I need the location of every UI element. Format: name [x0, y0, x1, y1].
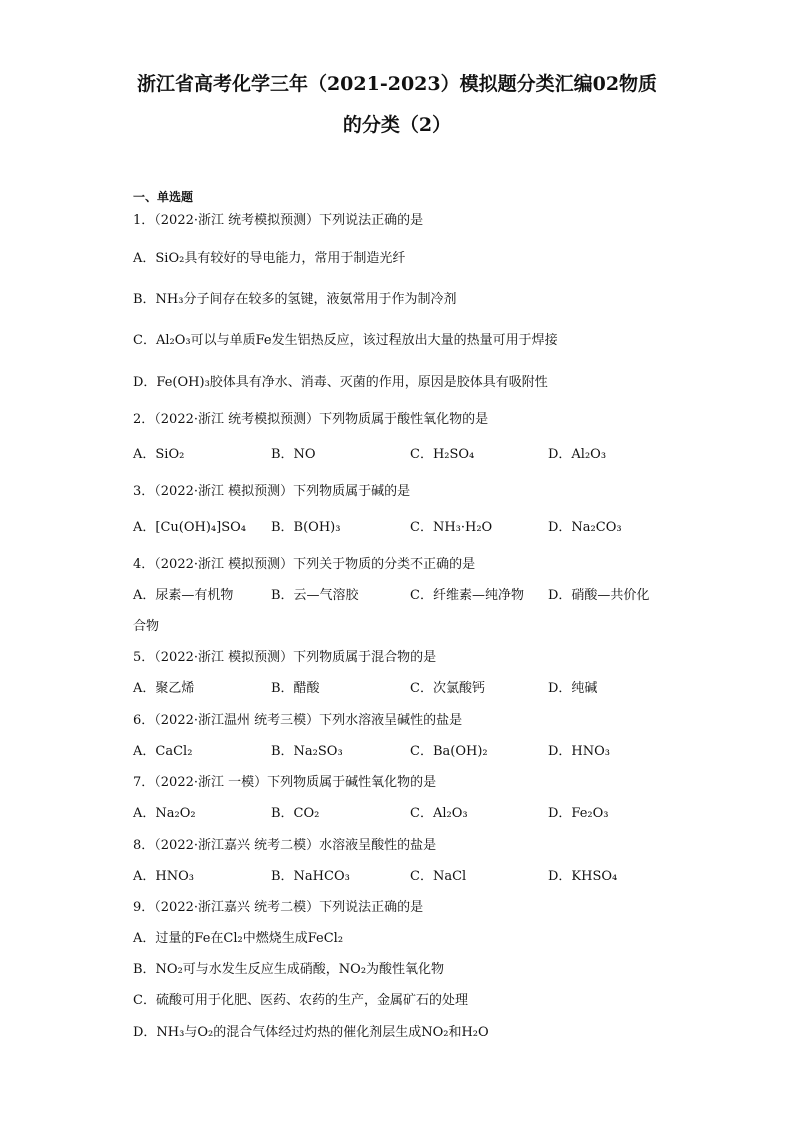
question-option: B．醋酸: [271, 681, 320, 696]
question-option: B．NO: [271, 447, 316, 462]
question-option: C．纤维素—纯净物: [410, 588, 524, 603]
options-row: [133, 744, 693, 760]
question-option: C．Al₂O₃可以与单质Fe发生铝热反应，该过程放出大量的热量可用于焊接: [133, 333, 558, 348]
question-option: B．NO₂可与水发生反应生成硝酸，NO₂为酸性氧化物: [133, 962, 445, 977]
question-option: A．尿素—有机物: [133, 588, 234, 603]
question-stem: 5．（2022·浙江 模拟预测）下列物质属于混合物的是: [133, 650, 437, 665]
question-stem: 6．（2022·浙江温州 统考三模）下列水溶液呈碱性的盐是: [133, 713, 463, 728]
question-stem: 7．（2022·浙江 一模）下列物质属于碱性氧化物的是: [133, 775, 437, 790]
doc-title-line1: 浙江省高考化学三年（2021-2023）模拟题分类汇编02物质: [136, 73, 658, 95]
options-row: [133, 588, 693, 604]
question-option: D．HNO₃: [548, 744, 611, 759]
options-row: [133, 520, 693, 536]
question-option: A．过量的Fe在Cl₂中燃烧生成FeCl₂: [133, 931, 344, 946]
question-option: A．HNO₃: [133, 869, 194, 884]
options-row: [133, 869, 693, 885]
question-option-wrap: 合物: [133, 619, 160, 634]
question-option: A．聚乙烯: [133, 681, 195, 696]
question-option: C．NH₃·H₂O: [410, 520, 493, 535]
options-row: [133, 806, 693, 822]
question-option: D．Na₂CO₃: [548, 520, 622, 535]
question-option: C．H₂SO₄: [410, 447, 475, 462]
question-stem: 2．（2022·浙江 统考模拟预测）下列物质属于酸性氧化物的是: [133, 412, 489, 427]
question-option: C．次氯酸钙: [410, 681, 485, 696]
question-option: D．Fe(OH)₃胶体具有净水、消毒、灭菌的作用，原因是胶体具有吸附性: [133, 375, 548, 390]
doc-title-line2: 的分类（2）: [342, 114, 452, 136]
options-row: [133, 681, 693, 697]
section-heading: 一、单选题: [133, 190, 194, 204]
question-option: A．[Cu(OH)₄]SO₄: [133, 520, 246, 535]
options-row: [133, 447, 693, 463]
question-option: B．B(OH)₃: [271, 520, 341, 535]
question-option: A．SiO₂具有较好的导电能力，常用于制造光纤: [133, 251, 406, 266]
question-option: B．NH₃分子间存在较多的氢键，液氨常用于作为制冷剂: [133, 292, 457, 307]
question-option: C．Ba(OH)₂: [410, 744, 488, 759]
question-option: B．CO₂: [271, 806, 320, 821]
question-option: D．Al₂O₃: [548, 447, 607, 462]
question-option: A．Na₂O₂: [133, 806, 196, 821]
question-option: D．纯碱: [548, 681, 598, 696]
question-option: B．NaHCO₃: [271, 869, 350, 884]
question-option: B．Na₂SO₃: [271, 744, 343, 759]
question-option: C．Al₂O₃: [410, 806, 468, 821]
question-stem: 8．（2022·浙江嘉兴 统考二模）水溶液呈酸性的盐是: [133, 838, 437, 853]
question-option: B．云—气溶胶: [271, 588, 359, 603]
question-option: D．Fe₂O₃: [548, 806, 609, 821]
question-stem: 3．（2022·浙江 模拟预测）下列物质属于碱的是: [133, 484, 411, 499]
question-option: D．硝酸—共价化: [548, 588, 650, 603]
question-option: C．NaCl: [410, 869, 467, 884]
question-stem: 4．（2022·浙江 模拟预测）下列关于物质的分类不正确的是: [133, 557, 476, 572]
question-option: C．硫酸可用于化肥、医药、农药的生产，金属矿石的处理: [133, 993, 468, 1008]
question-option: D．KHSO₄: [548, 869, 618, 884]
question-stem: 1．（2022·浙江 统考模拟预测）下列说法正确的是: [133, 213, 424, 228]
question-option: A．SiO₂: [133, 447, 185, 462]
question-stem: 9．（2022·浙江嘉兴 统考二模）下列说法正确的是: [133, 900, 424, 915]
question-option: D．NH₃与O₂的混合气体经过灼热的催化剂层生成NO₂和H₂O: [133, 1025, 489, 1040]
question-option: A．CaCl₂: [133, 744, 193, 759]
